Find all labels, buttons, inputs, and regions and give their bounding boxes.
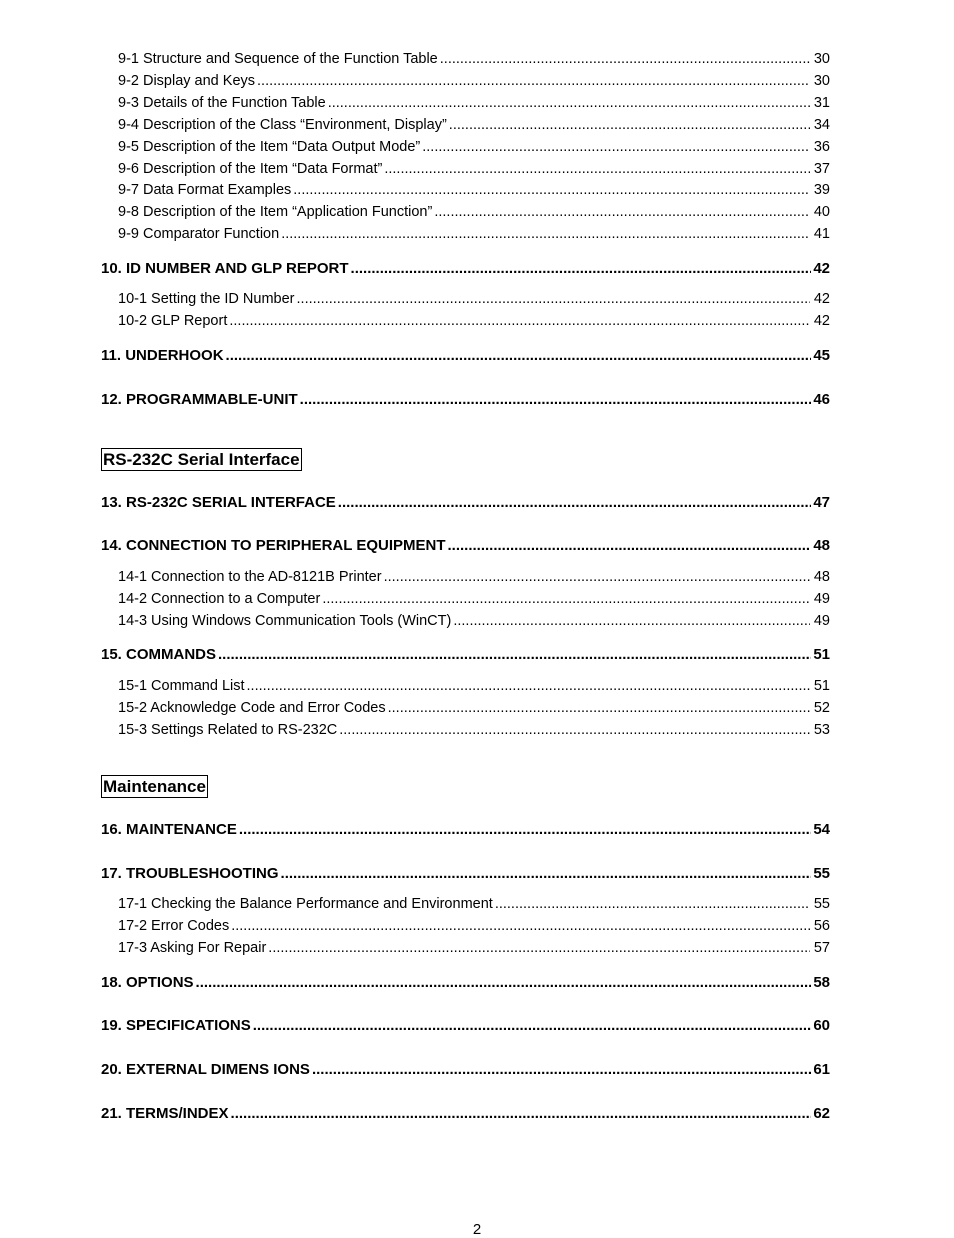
toc-chapter xyxy=(101,1105,830,1125)
toc-entry-page: 39 xyxy=(813,182,830,198)
toc-entry-title: 9-3 Details of the Function Table xyxy=(118,95,326,111)
toc-entry xyxy=(118,161,830,181)
toc-entry-title: 17-3 Asking For Repair xyxy=(118,940,267,956)
toc-entry xyxy=(118,678,830,698)
toc-chapter-title: 17. TROUBLESHOOTING xyxy=(101,865,279,882)
toc-entry-title: 9-9 Comparator Function xyxy=(118,226,280,242)
toc-entry xyxy=(118,722,830,742)
toc-entry-title: 15-2 Acknowledge Code and Error Codes xyxy=(118,700,386,716)
toc-entry-title: 10-1 Setting the ID Number xyxy=(118,291,295,307)
toc-entry-title: 14-3 Using Windows Communication Tools (WinCT) xyxy=(118,613,452,629)
toc-entry xyxy=(118,896,830,916)
toc-entry xyxy=(118,139,830,159)
toc-entry-page: 56 xyxy=(813,918,830,934)
leader-dots xyxy=(196,974,812,991)
toc-chapter-title: 15. COMMANDS xyxy=(101,646,217,663)
toc-entry-title: 15-3 Settings Related to RS-232C xyxy=(118,722,338,738)
toc-entry-title: 14-1 Connection to the AD-8121B Printer xyxy=(118,569,382,585)
toc-chapter-title: 12. PROGRAMMABLE-UNIT xyxy=(101,391,298,408)
toc-chapter xyxy=(101,646,830,666)
leader-dots xyxy=(247,678,810,694)
toc-entry-title: 9-7 Data Format Examples xyxy=(118,182,292,198)
leader-dots xyxy=(239,821,811,838)
leader-dots xyxy=(422,139,810,155)
toc-entry-page: 55 xyxy=(813,896,830,912)
toc-chapter-title: 18. OPTIONS xyxy=(101,974,194,991)
toc-entry-title: 15-1 Command List xyxy=(118,678,245,694)
toc-chapter xyxy=(101,391,830,411)
leader-dots xyxy=(231,1105,812,1122)
leader-dots xyxy=(293,182,810,198)
leader-dots xyxy=(312,1061,811,1078)
toc-entry-page: 53 xyxy=(813,722,830,738)
toc-entry-title: 14-2 Connection to a Computer xyxy=(118,591,321,607)
toc-chapter-page: 46 xyxy=(813,391,830,408)
toc-entry-page: 52 xyxy=(813,700,830,716)
toc-entry xyxy=(118,940,830,960)
toc-entry-page: 51 xyxy=(813,678,830,694)
toc-entry-page: 37 xyxy=(813,161,830,177)
leader-dots xyxy=(328,95,810,111)
toc-entry-title: 17-2 Error Codes xyxy=(118,918,230,934)
toc-chapter-page: 61 xyxy=(813,1061,830,1078)
toc-entry-page: 57 xyxy=(813,940,830,956)
toc-entry xyxy=(118,226,830,246)
leader-dots xyxy=(453,613,810,629)
toc-entry-page: 30 xyxy=(813,73,830,89)
leader-dots xyxy=(449,117,810,133)
toc-entry-page: 48 xyxy=(813,569,830,585)
leader-dots xyxy=(384,161,810,177)
leader-dots xyxy=(281,865,812,882)
leader-dots xyxy=(440,51,810,67)
toc-chapter-page: 60 xyxy=(813,1017,830,1034)
leader-dots xyxy=(388,700,810,716)
toc-chapter xyxy=(101,1017,830,1037)
toc-entry xyxy=(118,73,830,93)
leader-dots xyxy=(384,569,810,585)
toc-entry xyxy=(118,117,830,137)
toc-chapter-title: 13. RS-232C SERIAL INTERFACE xyxy=(101,494,336,511)
leader-dots xyxy=(495,896,810,912)
leader-dots xyxy=(434,204,810,220)
toc-entry-title: 9-2 Display and Keys xyxy=(118,73,256,89)
toc-chapter xyxy=(101,494,830,514)
toc-chapter-title: 20. EXTERNAL DIMENS IONS xyxy=(101,1061,310,1078)
toc-chapter-title: 16. MAINTENANCE xyxy=(101,821,237,838)
leader-dots xyxy=(268,940,810,956)
toc-entry-page: 42 xyxy=(813,291,830,307)
toc-chapter-title: 14. CONNECTION TO PERIPHERAL EQUIPMENT xyxy=(101,537,446,554)
toc-chapter xyxy=(101,974,830,994)
leader-dots xyxy=(231,918,810,934)
toc-entry-title: 9-5 Description of the Item “Data Output Mode” xyxy=(118,139,421,155)
toc-entry xyxy=(118,700,830,720)
leader-dots xyxy=(229,313,810,329)
leader-dots xyxy=(351,260,812,277)
toc-entry xyxy=(118,591,830,611)
toc-entry-page: 34 xyxy=(813,117,830,133)
toc-chapter-title: 19. SPECIFICATIONS xyxy=(101,1017,251,1034)
toc-chapter-title: 21. TERMS/INDEX xyxy=(101,1105,229,1122)
toc-chapter-page: 55 xyxy=(813,865,830,882)
toc-entry-page: 49 xyxy=(813,613,830,629)
page-number: 2 xyxy=(472,1221,482,1238)
leader-dots xyxy=(297,291,810,307)
toc-entry-page: 31 xyxy=(813,95,830,111)
toc-chapter-page: 45 xyxy=(813,347,830,364)
leader-dots xyxy=(281,226,810,242)
toc-entry-title: 10-2 GLP Report xyxy=(118,313,228,329)
leader-dots xyxy=(322,591,810,607)
leader-dots xyxy=(300,391,812,408)
toc-entry-title: 9-8 Description of the Item “Application Function” xyxy=(118,204,433,220)
toc-entry xyxy=(118,613,830,633)
toc-entry xyxy=(118,95,830,115)
toc-entry xyxy=(118,918,830,938)
toc-entry-page: 49 xyxy=(813,591,830,607)
toc-entry-page: 41 xyxy=(813,226,830,242)
toc-chapter-page: 48 xyxy=(813,537,830,554)
toc-entry-page: 30 xyxy=(813,51,830,67)
toc-chapter xyxy=(101,537,830,557)
leader-dots xyxy=(257,73,810,89)
toc-chapter-page: 51 xyxy=(813,646,830,663)
toc-entry-page: 40 xyxy=(813,204,830,220)
leader-dots xyxy=(218,646,811,663)
toc-chapter xyxy=(101,347,830,367)
toc-entry-page: 42 xyxy=(813,313,830,329)
toc-chapter-title: 11. UNDERHOOK xyxy=(101,347,224,364)
toc-entry-title: 9-4 Description of the Class “Environment, Display” xyxy=(118,117,447,133)
leader-dots xyxy=(253,1017,812,1034)
toc-chapter xyxy=(101,821,830,841)
leader-dots xyxy=(338,494,812,511)
toc-entry xyxy=(118,204,830,224)
toc-chapter-page: 58 xyxy=(813,974,830,991)
leader-dots xyxy=(448,537,812,554)
toc-chapter-page: 47 xyxy=(813,494,830,511)
toc-entry-title: 17-1 Checking the Balance Performance and Environment xyxy=(118,896,493,912)
toc-chapter xyxy=(101,1061,830,1081)
toc-chapter xyxy=(101,865,830,885)
section-heading-maintenance: Maintenance xyxy=(103,777,206,796)
toc-entry-page: 36 xyxy=(813,139,830,155)
toc-entry xyxy=(118,182,830,202)
toc-entry-title: 9-1 Structure and Sequence of the Function Table xyxy=(118,51,438,67)
toc-chapter xyxy=(101,260,830,280)
toc-chapter-page: 54 xyxy=(813,821,830,838)
toc-entry-title: 9-6 Description of the Item “Data Format” xyxy=(118,161,383,177)
leader-dots xyxy=(339,722,810,738)
toc-entry xyxy=(118,51,830,71)
toc-chapter-page: 62 xyxy=(813,1105,830,1122)
leader-dots xyxy=(226,347,812,364)
toc-entry xyxy=(118,313,830,333)
toc-entry xyxy=(118,569,830,589)
section-heading-rs232c: RS-232C Serial Interface xyxy=(103,450,300,469)
toc-chapter-title: 10. ID NUMBER AND GLP REPORT xyxy=(101,260,349,277)
toc-entry xyxy=(118,291,830,311)
toc-chapter-page: 42 xyxy=(813,260,830,277)
